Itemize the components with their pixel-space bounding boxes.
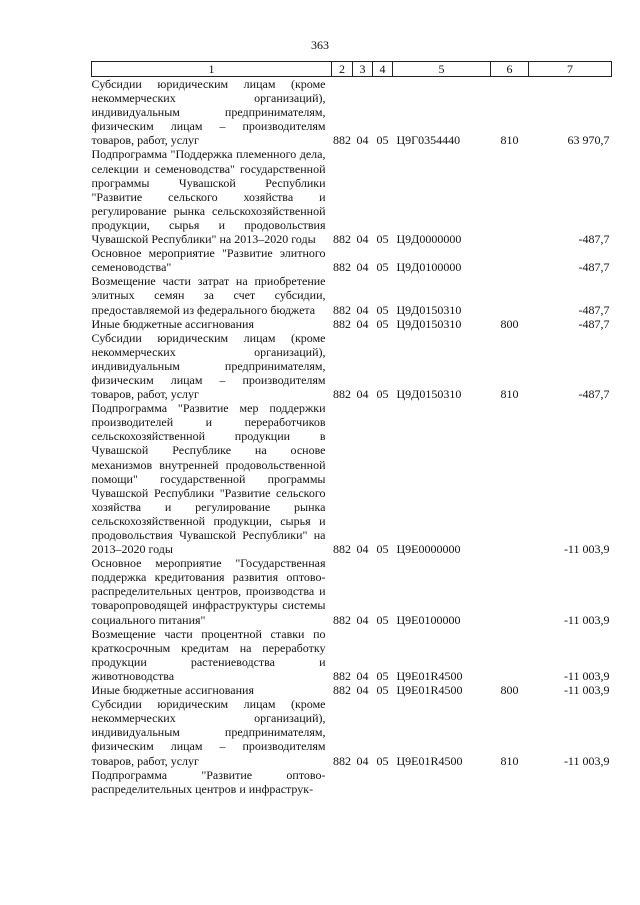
row-target-code: Ц9Г0354440 [396,133,461,148]
row-target-code: Ц9Д0150310 [396,316,462,331]
row-amount: -11 003,9 [563,668,610,683]
table-header [92,62,612,77]
row-description: Основное мероприятие "Государственная поддержка кредитования развития оптово-распределительных центров, производства и товаропроводящей инфраструктуры системы социального питания" [91,556,326,627]
row-subsection-code: 05 [376,260,389,275]
row-target-code: Ц9Е0000000 [396,542,461,557]
row-description: Подпрограмма "Развитие оптово-распределительных центров и инфраструк- [91,767,326,796]
row-section-code: 04 [356,612,369,627]
row-subsection-code: 05 [376,542,389,557]
header-col-4: 4 [373,62,393,77]
row-amount: -487,7 [578,316,610,331]
row-target-code: Ц9Е01R4500 [396,683,463,698]
table-row [92,246,612,274]
row-description: Возмещение части затрат на приобретение элитных семян за счет субсидии, предоставляемой из федерального бюджета [91,274,326,317]
row-section-code: 04 [356,316,369,331]
row-amount: -487,7 [578,302,610,317]
row-expense-type [491,556,529,626]
header-col-2: 2 [332,62,353,77]
table-row [92,627,612,683]
row-target-code: Ц9Д0150310 [396,387,462,402]
row-description: Подпрограмма "Развитие мер поддержки производителей и переработчиков сельскохозяйственной продукции в Чувашской Республике на основе механизмов внутренней продовольственной помощи" государственной программы Чувашской Республики "Развитие сельского хозяйства и регулирование рынка сельскохозяйственной продукции, сырья и продовольствия Чувашской Республики" на 2013–2020 годы [91,401,326,557]
row-target-code: Ц9Д0000000 [396,232,462,247]
row-amount: -487,7 [578,260,610,275]
row-amount: -11 003,9 [563,683,610,698]
row-description: Субсидии юридическим лицам (кроме некоммерческих организаций), индивидуальным предпринимателям, физическим лицам – производителям товаров, работ, услуг [91,697,326,768]
header-col-5: 5 [393,62,491,77]
row-description: Иные бюджетные ассигнования [91,683,254,698]
table-row [92,768,612,796]
row-subsection-code: 05 [376,302,389,317]
budget-table [91,61,612,796]
table-row [92,401,612,556]
row-description: Иные бюджетные ассигнования [91,316,254,331]
row-ministry-code: 882 [333,683,351,698]
row-expense-type: 810 [500,133,519,148]
table-row [92,147,612,246]
row-ministry-code: 882 [333,133,351,148]
row-description: Подпрограмма "Поддержка племенного дела, селекции и семеноводства" государственной программы Чувашской Республики "Развитие сельского хозяйства и регулирование рынка сельскохозяйственной продукции, сырья и продовольствия Чувашской Республики" на 2013–2020 годы [91,147,326,247]
row-section-code: 04 [356,232,369,247]
row-target-code: Ц9Д0150310 [396,302,462,317]
row-amount: -11 003,9 [563,542,610,557]
row-expense-type: 810 [500,387,519,402]
row-description: Возмещение части процентной ставки по краткосрочным кредитам на переработку продукции растениеводства и животноводства [91,626,326,683]
row-ministry-code: 882 [333,612,351,627]
row-section-code: 04 [356,387,369,402]
row-subsection-code: 05 [376,668,389,683]
row-target-code [393,768,491,796]
row-expense-type [491,768,529,796]
table-row [92,697,612,767]
header-col-6: 6 [491,62,529,77]
row-expense-type [491,627,529,683]
row-subsection-code: 05 [376,612,389,627]
row-amount: -487,7 [578,232,610,247]
row-subsection-code: 05 [376,232,389,247]
row-amount: -11 003,9 [563,753,610,768]
header-col-1: 1 [92,62,332,77]
row-section-code: 04 [356,302,369,317]
row-section-code [353,768,373,796]
row-subsection-code: 05 [376,387,389,402]
row-amount: -487,7 [578,387,610,402]
row-expense-type [491,147,529,246]
row-section-code: 04 [356,542,369,557]
row-ministry-code: 882 [333,387,351,402]
table-row [92,317,612,331]
row-ministry-code: 882 [333,753,351,768]
row-ministry-code: 882 [333,302,351,317]
row-ministry-code: 882 [333,232,351,247]
row-ministry-code: 882 [333,316,351,331]
row-subsection-code [373,768,393,796]
row-target-code: Ц9Е01R4500 [396,753,463,768]
header-col-3: 3 [353,62,373,77]
row-ministry-code: 882 [333,668,351,683]
row-expense-type: 800 [500,683,519,698]
row-target-code: Ц9Е0100000 [396,612,461,627]
header-col-7: 7 [529,62,612,77]
row-subsection-code: 05 [376,316,389,331]
table-row [92,556,612,626]
row-ministry-code: 882 [333,260,351,275]
row-amount [529,768,612,796]
row-section-code: 04 [356,753,369,768]
row-target-code: Ц9Д0100000 [396,260,462,275]
row-section-code: 04 [356,260,369,275]
table-row [92,77,612,148]
row-subsection-code: 05 [376,683,389,698]
row-expense-type: 810 [500,753,519,768]
page-number: 363 [311,38,329,52]
row-expense-type: 800 [500,316,519,331]
row-description: Субсидии юридическим лицам (кроме некоммерческих организаций), индивидуальным предпринимателям, физическим лицам – производителям товаров, работ, услуг [91,77,326,148]
table-row [92,331,612,401]
row-amount: 63 970,7 [567,133,610,148]
row-ministry-code: 882 [333,542,351,557]
row-target-code: Ц9Е01R4500 [396,668,463,683]
row-section-code: 04 [356,668,369,683]
row-subsection-code: 05 [376,753,389,768]
row-subsection-code: 05 [376,133,389,148]
table-row [92,683,612,697]
row-description: Основное мероприятие "Развитие элитного семеноводства" [91,246,326,275]
row-section-code: 04 [356,133,369,148]
table-row [92,274,612,316]
row-amount: -11 003,9 [563,612,610,627]
row-description: Субсидии юридическим лицам (кроме некоммерческих организаций), индивидуальным предпринимателям, физическим лицам – производителям товаров, работ, услуг [91,330,326,402]
row-expense-type [491,401,529,556]
row-section-code: 04 [356,683,369,698]
row-ministry-code [332,768,353,796]
row-expense-type [491,246,529,274]
row-expense-type [491,274,529,316]
table-body [92,77,612,796]
